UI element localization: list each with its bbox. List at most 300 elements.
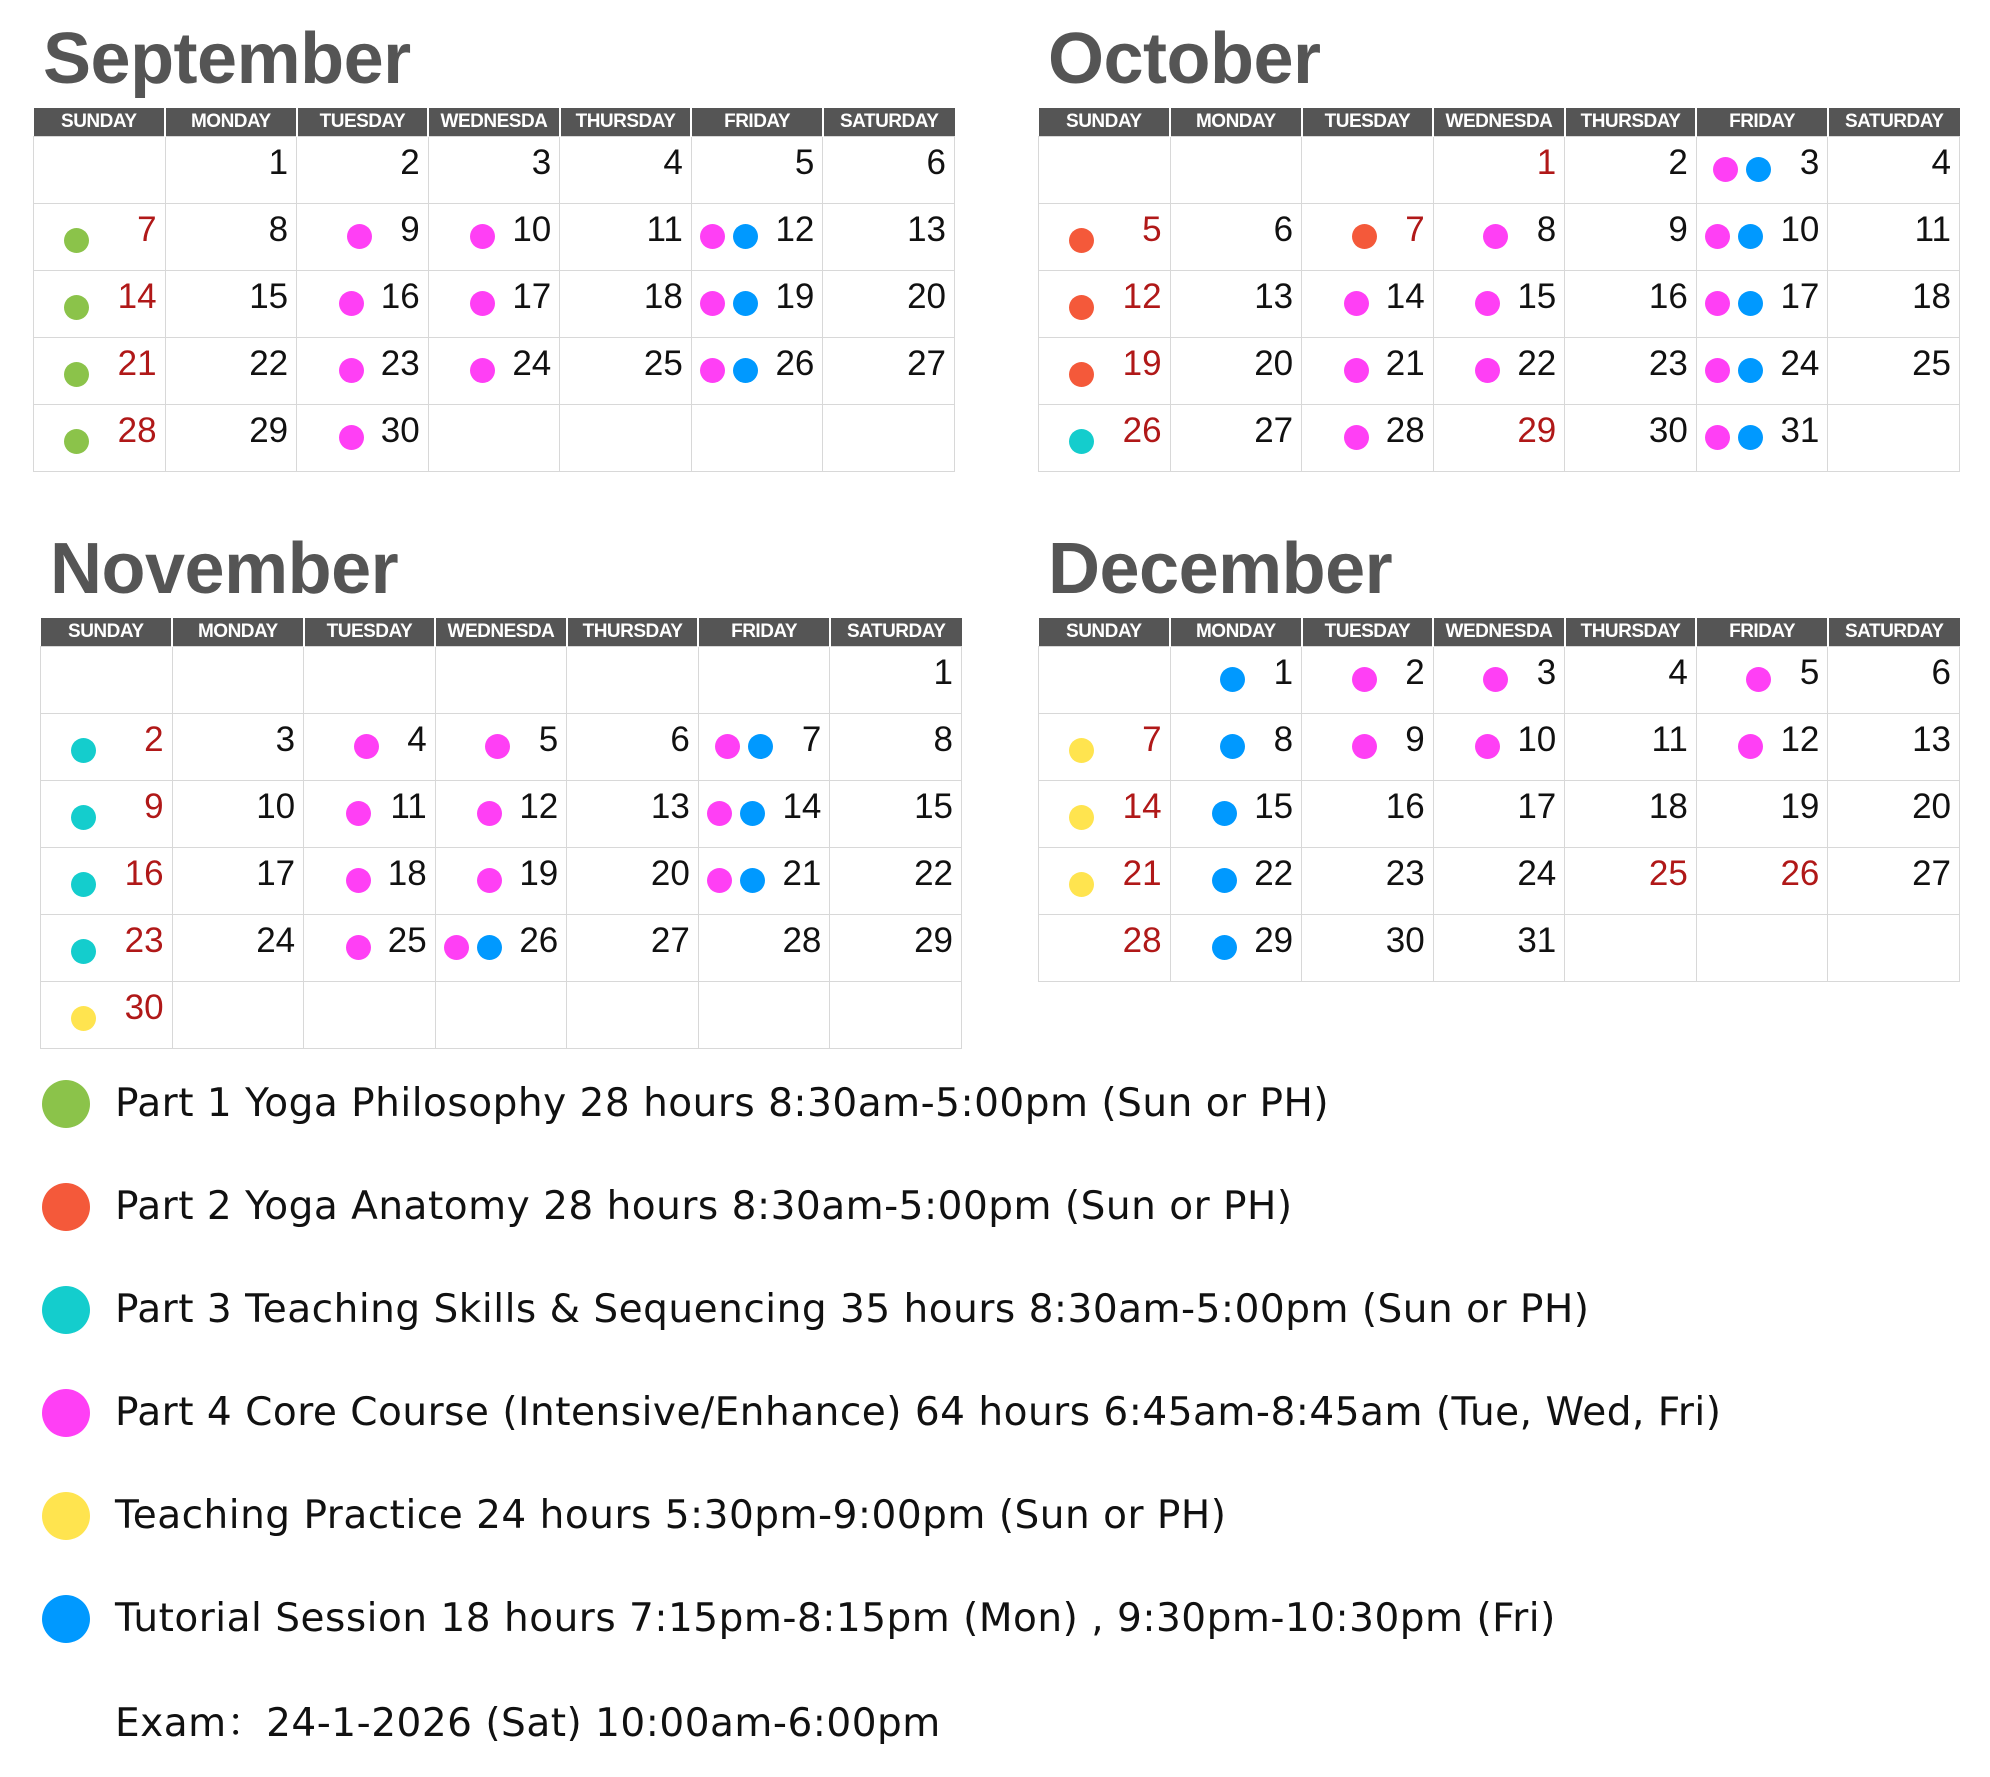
day-number: 13	[907, 210, 946, 249]
pink-session-dot-icon	[1483, 224, 1508, 249]
exam-info: Exam：24-1-2026 (Sat) 10:00am-6:00pm	[115, 1701, 941, 1746]
day-number: 4	[1931, 143, 1951, 182]
day-number: 26	[519, 921, 559, 960]
calendar-grid	[1038, 108, 1960, 472]
empty-cell	[41, 647, 173, 714]
month-september	[33, 18, 955, 472]
weekday-header: THURSDAY	[1565, 618, 1697, 647]
day-number: 20	[1912, 787, 1951, 826]
weekday-header: SUNDAY	[41, 618, 173, 647]
day-cell	[1433, 271, 1565, 338]
day-cell	[1696, 204, 1828, 271]
day-number: 27	[907, 344, 946, 383]
weekday-header: MONDAY	[172, 618, 304, 647]
day-cell	[1302, 338, 1434, 405]
empty-cell	[698, 982, 830, 1049]
day-number: 16	[380, 277, 420, 316]
day-cell	[1433, 204, 1565, 271]
pink-session-dot-icon	[339, 358, 364, 383]
pink-session-dot-icon	[339, 291, 364, 316]
week-row	[41, 714, 962, 781]
green-session-dot-icon	[64, 429, 89, 454]
day-cell	[691, 137, 823, 204]
day-cell	[304, 714, 436, 781]
session-dots	[1344, 425, 1369, 450]
day-cell	[41, 781, 173, 848]
day-number: 18	[1912, 277, 1951, 316]
day-number: 19	[775, 277, 815, 316]
day-number: 26	[775, 344, 815, 383]
day-number: 15	[249, 277, 289, 316]
pink-session-dot-icon	[470, 358, 495, 383]
session-dots	[1746, 667, 1771, 692]
day-number: 14	[1385, 277, 1425, 316]
day-cell	[1696, 781, 1828, 848]
day-cell	[1039, 915, 1171, 982]
holiday-day-number: 16	[124, 854, 164, 893]
day-cell	[567, 714, 699, 781]
blue-session-dot-icon	[1220, 734, 1245, 759]
holiday-day-number: 29	[1517, 411, 1557, 450]
day-number: 4	[1668, 653, 1688, 692]
day-cell	[823, 137, 955, 204]
day-number: 13	[1254, 277, 1294, 316]
day-cell	[1433, 137, 1565, 204]
weekday-header: FRIDAY	[698, 618, 830, 647]
holiday-day-number: 12	[1122, 277, 1162, 316]
weekday-header: THURSDAY	[1565, 108, 1697, 137]
session-dots	[354, 734, 379, 759]
day-number: 29	[249, 411, 289, 450]
day-cell	[1039, 405, 1171, 472]
session-dots	[700, 224, 758, 249]
day-cell	[1433, 781, 1565, 848]
teal-legend-dot-icon	[42, 1286, 90, 1334]
teal-session-dot-icon	[71, 939, 96, 964]
day-number: 20	[650, 854, 690, 893]
teal-session-dot-icon	[71, 738, 96, 763]
day-number: 24	[512, 344, 552, 383]
day-cell	[165, 137, 297, 204]
legend-item	[40, 1078, 1940, 1181]
day-cell	[428, 338, 560, 405]
weekday-header: TUESDAY	[297, 108, 429, 137]
holiday-day-number: 19	[1122, 344, 1162, 383]
session-dots	[346, 868, 371, 893]
week-row	[34, 271, 955, 338]
session-dots	[485, 734, 510, 759]
day-cell	[41, 714, 173, 781]
day-cell	[698, 848, 830, 915]
day-number: 5	[1799, 653, 1820, 692]
month-title: September	[43, 19, 411, 99]
pink-session-dot-icon	[1713, 157, 1738, 182]
month-title: November	[50, 529, 399, 609]
day-cell	[297, 271, 429, 338]
day-cell	[1696, 405, 1828, 472]
day-number: 25	[387, 921, 427, 960]
day-number: 8	[933, 720, 953, 759]
session-dots	[339, 425, 364, 450]
day-cell	[435, 781, 567, 848]
day-cell	[691, 204, 823, 271]
pink-session-dot-icon	[1344, 425, 1369, 450]
day-cell	[1565, 647, 1697, 714]
day-number: 2	[1405, 653, 1425, 692]
session-dots	[1705, 425, 1763, 450]
green-legend-dot-icon	[42, 1080, 90, 1128]
orange-legend-dot-icon	[42, 1183, 90, 1231]
day-number: 28	[782, 921, 822, 960]
day-number: 3	[1799, 143, 1820, 182]
week-row	[41, 781, 962, 848]
empty-cell	[1828, 915, 1960, 982]
yellow-session-dot-icon	[71, 1006, 96, 1031]
day-cell	[1302, 204, 1434, 271]
day-cell	[1433, 848, 1565, 915]
week-row	[1039, 848, 1960, 915]
blue-session-dot-icon	[1746, 157, 1771, 182]
day-number: 2	[400, 143, 420, 182]
day-cell	[1039, 338, 1171, 405]
pink-session-dot-icon	[1705, 291, 1730, 316]
day-number: 24	[1780, 344, 1820, 383]
day-cell	[34, 405, 166, 472]
pink-session-dot-icon	[1352, 734, 1377, 759]
holiday-day-number: 14	[1122, 787, 1162, 826]
pink-session-dot-icon	[1344, 358, 1369, 383]
day-number: 21	[782, 854, 822, 893]
day-cell	[1302, 848, 1434, 915]
day-cell	[1433, 647, 1565, 714]
pink-session-dot-icon	[346, 935, 371, 960]
session-dots	[470, 224, 495, 249]
day-number: 15	[914, 787, 953, 826]
session-dots	[1738, 734, 1763, 759]
session-dots	[1344, 358, 1369, 383]
pink-session-dot-icon	[1705, 224, 1730, 249]
day-cell	[428, 204, 560, 271]
session-dots	[700, 291, 758, 316]
empty-cell	[1302, 137, 1434, 204]
session-dots	[700, 358, 758, 383]
holiday-day-number: 23	[124, 921, 164, 960]
week-row	[1039, 137, 1960, 204]
day-cell	[1828, 271, 1960, 338]
day-cell	[698, 915, 830, 982]
weekday-header: WEDNESDA	[1433, 108, 1565, 137]
calendar-grid	[33, 108, 955, 472]
pink-session-dot-icon	[444, 935, 469, 960]
day-number: 22	[1254, 854, 1294, 893]
holiday-day-number: 9	[144, 787, 164, 826]
blue-session-dot-icon	[1212, 868, 1237, 893]
empty-cell	[1828, 405, 1960, 472]
blue-session-dot-icon	[1738, 291, 1763, 316]
holiday-day-number: 1	[1536, 143, 1557, 182]
empty-cell	[428, 405, 560, 472]
week-row	[41, 848, 962, 915]
holiday-day-number: 26	[1780, 854, 1820, 893]
day-cell	[1565, 204, 1697, 271]
day-number: 18	[643, 277, 683, 316]
day-number: 23	[1648, 344, 1688, 383]
day-number: 14	[782, 787, 822, 826]
weekday-header: SUNDAY	[1039, 108, 1171, 137]
day-number: 25	[643, 344, 683, 383]
day-number: 28	[1385, 411, 1425, 450]
week-row	[34, 338, 955, 405]
session-dots	[339, 358, 364, 383]
session-dots	[339, 291, 364, 316]
empty-cell	[691, 405, 823, 472]
day-number: 23	[1385, 854, 1425, 893]
day-number: 10	[1517, 720, 1557, 759]
week-row	[34, 137, 955, 204]
session-dots	[715, 734, 773, 759]
orange-session-dot-icon	[1069, 362, 1094, 387]
green-session-dot-icon	[64, 295, 89, 320]
day-number: 3	[275, 720, 296, 759]
weekday-header: SATURDAY	[1828, 618, 1960, 647]
legend-label: Teaching Practice 24 hours 5:30pm-9:00pm (Sun or PH)	[115, 1493, 1227, 1538]
day-cell	[1828, 204, 1960, 271]
day-cell	[1696, 271, 1828, 338]
weekday-header: THURSDAY	[560, 108, 692, 137]
day-number: 18	[1648, 787, 1688, 826]
day-number: 4	[663, 143, 683, 182]
holiday-day-number: 2	[144, 720, 164, 759]
day-number: 23	[380, 344, 420, 383]
pink-session-dot-icon	[346, 868, 371, 893]
day-number: 3	[1536, 653, 1557, 692]
day-number: 27	[650, 921, 690, 960]
blue-session-dot-icon	[733, 358, 758, 383]
day-cell	[1170, 714, 1302, 781]
blue-session-dot-icon	[733, 224, 758, 249]
session-dots	[1220, 667, 1245, 692]
day-number: 20	[907, 277, 946, 316]
session-dots	[470, 358, 495, 383]
day-number: 21	[1385, 344, 1425, 383]
session-dots	[1212, 801, 1237, 826]
pink-session-dot-icon	[700, 224, 725, 249]
pink-session-dot-icon	[715, 734, 740, 759]
day-cell	[172, 714, 304, 781]
day-cell	[1828, 781, 1960, 848]
day-cell	[1565, 271, 1697, 338]
day-cell	[823, 338, 955, 405]
session-dots	[1475, 358, 1500, 383]
weekday-header: SUNDAY	[1039, 618, 1171, 647]
day-cell	[428, 137, 560, 204]
day-cell	[1170, 204, 1302, 271]
day-cell	[823, 204, 955, 271]
week-row	[34, 204, 955, 271]
day-number: 22	[1517, 344, 1557, 383]
empty-cell	[1565, 915, 1697, 982]
day-number: 30	[380, 411, 420, 450]
day-number: 24	[256, 921, 296, 960]
day-cell	[41, 982, 173, 1049]
legend-item	[40, 1490, 1940, 1593]
day-cell	[830, 915, 962, 982]
day-cell	[560, 204, 692, 271]
session-dots	[1705, 224, 1763, 249]
day-cell	[830, 781, 962, 848]
day-cell	[698, 781, 830, 848]
day-number: 1	[1273, 653, 1294, 692]
day-number: 17	[1780, 277, 1820, 316]
session-dots	[1705, 291, 1763, 316]
day-number: 6	[670, 720, 690, 759]
day-cell	[560, 338, 692, 405]
month-november	[40, 528, 962, 1049]
legend	[40, 1078, 1940, 1696]
day-number: 11	[1914, 210, 1951, 249]
holiday-day-number: 5	[1142, 210, 1162, 249]
day-cell	[1696, 137, 1828, 204]
empty-cell	[560, 405, 692, 472]
session-dots	[707, 801, 765, 826]
day-cell	[1565, 405, 1697, 472]
blue-legend-dot-icon	[42, 1595, 90, 1643]
legend-label: Part 1 Yoga Philosophy 28 hours 8:30am-5:00pm (Sun or PH)	[115, 1081, 1330, 1126]
week-row	[1039, 781, 1960, 848]
session-dots	[1483, 224, 1508, 249]
day-cell	[560, 271, 692, 338]
pink-session-dot-icon	[485, 734, 510, 759]
day-number: 13	[1912, 720, 1951, 759]
day-cell	[435, 714, 567, 781]
legend-item	[40, 1284, 1940, 1387]
day-cell	[297, 137, 429, 204]
holiday-day-number: 28	[117, 411, 157, 450]
session-dots	[1352, 667, 1377, 692]
day-number: 4	[407, 720, 427, 759]
pink-session-dot-icon	[1344, 291, 1369, 316]
weekday-header: WEDNESDA	[435, 618, 567, 647]
pink-session-dot-icon	[707, 801, 732, 826]
day-cell	[34, 204, 166, 271]
week-row	[41, 915, 962, 982]
empty-cell	[567, 982, 699, 1049]
day-number: 12	[519, 787, 559, 826]
day-cell	[304, 848, 436, 915]
day-cell	[1828, 137, 1960, 204]
day-number: 5	[794, 143, 815, 182]
day-number: 16	[1385, 787, 1425, 826]
day-cell	[304, 915, 436, 982]
pink-session-dot-icon	[1483, 667, 1508, 692]
day-cell	[1170, 338, 1302, 405]
day-cell	[1039, 714, 1171, 781]
day-number: 30	[1648, 411, 1688, 450]
day-cell	[830, 848, 962, 915]
blue-session-dot-icon	[1212, 935, 1237, 960]
day-number: 17	[512, 277, 552, 316]
weekday-header: MONDAY	[1170, 618, 1302, 647]
session-dots	[1475, 734, 1500, 759]
day-number: 31	[1517, 921, 1557, 960]
day-number: 10	[256, 787, 296, 826]
session-dots	[1352, 734, 1377, 759]
yellow-session-dot-icon	[1069, 805, 1094, 830]
day-number: 1	[933, 653, 953, 692]
day-number: 15	[1517, 277, 1557, 316]
holiday-day-number: 25	[1648, 854, 1688, 893]
day-number: 12	[775, 210, 815, 249]
pink-session-dot-icon	[339, 425, 364, 450]
pink-session-dot-icon	[1475, 291, 1500, 316]
day-number: 13	[650, 787, 690, 826]
session-dots	[1212, 868, 1237, 893]
day-number: 8	[268, 210, 289, 249]
day-number: 27	[1254, 411, 1294, 450]
orange-session-dot-icon	[1069, 295, 1094, 320]
pink-session-dot-icon	[1746, 667, 1771, 692]
day-cell	[1696, 338, 1828, 405]
session-dots	[346, 935, 371, 960]
day-number: 29	[1254, 921, 1294, 960]
day-cell	[297, 338, 429, 405]
day-cell	[830, 647, 962, 714]
empty-cell	[698, 647, 830, 714]
weekday-header: FRIDAY	[1696, 108, 1828, 137]
pink-session-dot-icon	[470, 224, 495, 249]
day-cell	[1696, 848, 1828, 915]
holiday-day-number: 28	[1122, 921, 1162, 960]
day-cell	[1302, 271, 1434, 338]
blue-session-dot-icon	[748, 734, 773, 759]
session-dots	[1344, 291, 1369, 316]
month-title: December	[1048, 529, 1393, 609]
day-cell	[165, 338, 297, 405]
day-cell	[1565, 338, 1697, 405]
session-dots	[1705, 358, 1763, 383]
weekday-header: TUESDAY	[1302, 108, 1434, 137]
day-number: 24	[1517, 854, 1557, 893]
day-number: 30	[1385, 921, 1425, 960]
week-row	[1039, 204, 1960, 271]
holiday-day-number: 7	[137, 210, 157, 249]
day-cell	[297, 405, 429, 472]
pink-session-dot-icon	[1475, 734, 1500, 759]
week-row	[1039, 271, 1960, 338]
day-cell	[1302, 714, 1434, 781]
pink-session-dot-icon	[477, 868, 502, 893]
day-cell	[560, 137, 692, 204]
weekday-header: FRIDAY	[1696, 618, 1828, 647]
day-number: 7	[801, 720, 822, 759]
week-row	[41, 982, 962, 1049]
day-number: 10	[1780, 210, 1820, 249]
weekday-header: THURSDAY	[567, 618, 699, 647]
empty-cell	[1039, 137, 1171, 204]
pink-session-dot-icon	[1352, 667, 1377, 692]
day-cell	[1170, 405, 1302, 472]
day-cell	[698, 714, 830, 781]
empty-cell	[172, 647, 304, 714]
day-cell	[172, 848, 304, 915]
blue-session-dot-icon	[1738, 224, 1763, 249]
session-dots	[346, 801, 371, 826]
week-row	[1039, 405, 1960, 472]
day-cell	[172, 915, 304, 982]
legend-label: Part 4 Core Course (Intensive/Enhance) 64 hours 6:45am-8:45am (Tue, Wed, Fri)	[115, 1390, 1722, 1435]
legend-label: Part 3 Teaching Skills & Sequencing 35 hours 8:30am-5:00pm (Sun or PH)	[115, 1287, 1590, 1332]
day-number: 1	[268, 143, 289, 182]
